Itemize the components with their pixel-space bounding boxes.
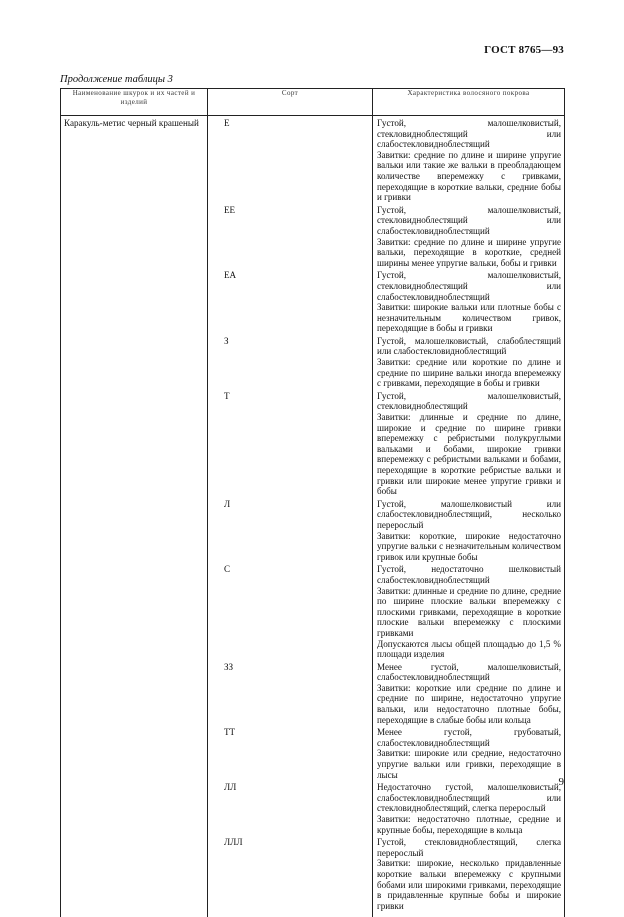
item-name-cell	[61, 116, 208, 203]
description-cell	[373, 497, 565, 563]
item-name-cell	[61, 268, 208, 334]
description-cell	[373, 780, 565, 835]
table-row	[61, 835, 565, 911]
table-row	[61, 268, 565, 334]
description-paragraph: Менее густой, грубоватый, слабостекловиднοблестящий	[377, 727, 561, 748]
spacer-cell	[61, 911, 208, 917]
description-cell	[373, 268, 565, 334]
description-paragraph: Густой, малошелковистый, стекловиднοблестящий или слабостекловиднοблестящий	[377, 270, 561, 302]
description-cell	[373, 725, 565, 780]
item-name-cell	[61, 835, 208, 911]
description-paragraph: Густой, малошелковистый или слабостекловиднοблестящий, несколько перерослый	[377, 499, 561, 531]
grade-cell: Л	[208, 497, 373, 563]
description-cell	[373, 203, 565, 269]
description-paragraph: Менее густой, малошелковистый, слабостекловиднοблестящий	[377, 662, 561, 683]
table-row	[61, 116, 565, 203]
description-paragraph: Густой, малошелковистый, слабоблестящий или слабостекловиднοблестящий	[377, 336, 561, 357]
description-paragraph: Завитки: широкие, несколько придавленные короткие вальки вперемежку с крупными бобами или широкими гривками, переходящие в придавленные крупные бобы и широкие гривки	[377, 858, 561, 911]
table-row	[61, 497, 565, 563]
table-row	[61, 780, 565, 835]
description-paragraph: Допускаются лысы общей площадью до 1,5 % площади изделия	[377, 639, 561, 660]
characteristics-table	[60, 88, 565, 917]
description-paragraph: Завитки: длинные и средние по длине, широкие и средние по ширине гривки вперемежку с ребристыми полукруглыми вальками и бобами, широкие гривки вперемежку с ребристыми вальками и бобами, переходящие в короткие ребристые вальки и гривки или широкие менее упругие гривки и бобы	[377, 412, 561, 497]
description-paragraph: Густой, малошелковистый, стекловиднοблестящий или слабостекловиднοблестящий	[377, 118, 561, 150]
item-name-cell	[61, 780, 208, 835]
column-header-characteristic: Характеристика волосяного покрова	[373, 89, 565, 116]
grade-cell: С	[208, 562, 373, 659]
table-header-row	[61, 89, 565, 116]
description-cell	[373, 562, 565, 659]
page-number: 9	[559, 776, 565, 788]
grade-cell: ЛЛЛ	[208, 835, 373, 911]
column-header-grade: Сорт	[208, 89, 373, 116]
description-cell	[373, 389, 565, 497]
spacer-cell	[373, 911, 565, 917]
description-paragraph: Завитки: широкие вальки или плотные бобы с незначительным количеством гривок, переходящие в бобы и гривки	[377, 302, 561, 334]
grade-cell: ЛЛ	[208, 780, 373, 835]
description-cell	[373, 334, 565, 389]
item-name-cell	[61, 389, 208, 497]
description-paragraph: Завитки: длинные и средние по длине, средние по ширине плоские вальки вперемежку с плоскими гривками, переходящие в короткие плоские вальки вперемежку с плоскими гривками	[377, 586, 561, 639]
table-row	[61, 389, 565, 497]
grade-cell: ЕА	[208, 268, 373, 334]
item-name-cell	[61, 497, 208, 563]
description-cell	[373, 835, 565, 911]
spacer-cell	[208, 911, 373, 917]
description-paragraph: Завитки: средние или короткие по длине и средние по ширине вальки иногда вперемежку с гривками, переходящие в бобы и гривки	[377, 357, 561, 389]
description-paragraph: Недостаточно густой, малошелковистый, слабостекловиднοблестящий или стекловиднοблестящий, слегка перерослый	[377, 782, 561, 814]
description-paragraph: Густой, стекловиднοблестящий, слегка перерослый	[377, 837, 561, 858]
grade-cell: ТТ	[208, 725, 373, 780]
item-name-cell	[61, 203, 208, 269]
grade-cell: З	[208, 334, 373, 389]
description-paragraph: Завитки: недостаточно плотные, средние и крупные бобы, переходящие в кольца	[377, 814, 561, 835]
grade-cell: Е	[208, 116, 373, 203]
table-spacer-row	[61, 911, 565, 917]
grade-cell: ЕЕ	[208, 203, 373, 269]
table-row	[61, 334, 565, 389]
grade-cell: Т	[208, 389, 373, 497]
item-name-cell	[61, 660, 208, 726]
description-paragraph: Густой, недостаточно шелковистый слабостекловиднοблестящий	[377, 564, 561, 585]
description-paragraph: Густой, малошелковистый, стекловиднοблестящий	[377, 391, 561, 412]
description-paragraph: Завитки: широкие или средние, недостаточно упругие вальки или гривки, переходящие в лысы	[377, 748, 561, 780]
item-name-cell	[61, 725, 208, 780]
grade-cell: ЗЗ	[208, 660, 373, 726]
table-row	[61, 660, 565, 726]
column-header-name: Наименование шкурок и их частей и изделий	[61, 89, 208, 116]
table-row	[61, 562, 565, 659]
table-row	[61, 725, 565, 780]
item-name-cell	[61, 334, 208, 389]
description-paragraph: Густой, малошелковистый, стекловиднοблестящий или слабостекловиднοблестящий	[377, 205, 561, 237]
description-cell	[373, 116, 565, 203]
description-paragraph: Завитки: короткие или средние по длине и средние по ширине, недостаточно упругие вальки, или недостаточно плотные бобы, переходящие в слабые бобы или кольца	[377, 683, 561, 725]
description-paragraph: Завитки: средние по длине и ширине упругие вальки, переходящие в короткие, средней ширины менее упругие вальки, бобы и гривки	[377, 237, 561, 269]
item-name: Каракуль-метис черный крашеный	[64, 118, 199, 128]
description-cell	[373, 660, 565, 726]
table-body	[61, 116, 565, 917]
description-paragraph: Завитки: средние по длине и ширине упругие вальки или такие же вальки в преобладающем количестве вперемежку с гривками, переходящие в короткие вальки, средние бобы и гривки	[377, 150, 561, 203]
standard-header: ГОСТ 8765—93	[484, 44, 564, 56]
item-name-cell	[61, 562, 208, 659]
table-row	[61, 203, 565, 269]
table-continuation-label: Продолжение таблицы 3	[60, 74, 173, 85]
description-paragraph: Завитки: короткие, широкие недостаточно упругие вальки с незначительным количеством гривок или крупные бобы	[377, 531, 561, 563]
